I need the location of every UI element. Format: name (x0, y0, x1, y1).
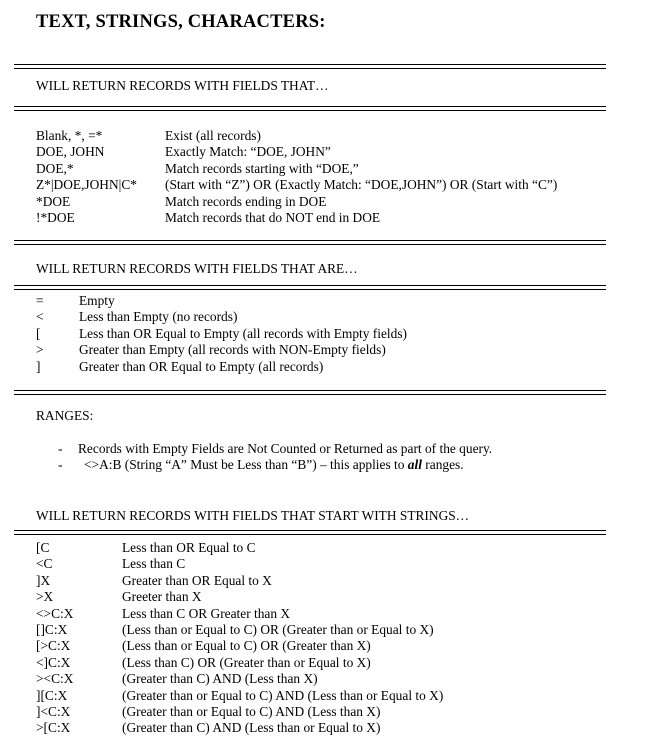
query-description: Match records ending in DOE (165, 193, 327, 209)
query-syntax: >[C:X (36, 720, 71, 736)
query-description: Match records starting with “DOE,” (165, 160, 359, 176)
query-description: (Greater than or Equal to C) AND (Less than X) (122, 704, 381, 719)
query-syntax: DOE,* (36, 160, 74, 176)
query-syntax: !*DOE (36, 210, 75, 225)
query-syntax: <]C:X (36, 654, 71, 670)
emphasis: all (407, 457, 422, 472)
query-syntax: [ (36, 325, 41, 341)
query-description: (Start with “Z”) OR (Exactly Match: “DOE,JOHN”) OR (Start with “C”) (165, 177, 558, 193)
query-description: Greater than OR Equal to X (122, 572, 272, 588)
query-description: Less than Empty (no records) (79, 309, 238, 325)
query-syntax: [>C:X (36, 638, 71, 654)
query-description: Greater than Empty (all records with NON-Empty fields) (79, 342, 386, 358)
query-description: Less than OR Equal to C (122, 540, 256, 555)
bullet-text: Records with Empty Fields are Not Counted or Returned as part of the query. (78, 441, 493, 456)
query-syntax: []C:X (36, 622, 68, 637)
bullet-text: <>A:B (String “A” Must be Less than “B”) – this applies to all ranges. (84, 457, 464, 472)
section-header: RANGES: (36, 408, 94, 423)
query-description: Empty (79, 293, 115, 308)
query-syntax: <>C:X (36, 605, 74, 621)
query-description: Greeter than X (122, 589, 202, 605)
query-syntax: <C (36, 556, 53, 572)
query-syntax: [C (36, 540, 50, 555)
query-description: (Greater than or Equal to C) AND (Less than or Equal to X) (122, 687, 444, 703)
query-syntax: Blank, *, =* (36, 128, 103, 143)
query-syntax: < (36, 309, 44, 325)
bullet-dash: - (58, 441, 63, 456)
bullet-dash: - (58, 457, 63, 472)
section-header: WILL RETURN RECORDS WITH FIELDS THAT ARE… (36, 261, 358, 276)
section-divider (14, 240, 606, 245)
query-description: (Less than C) OR (Greater than or Equal to X) (122, 654, 371, 670)
query-syntax: = (36, 293, 44, 308)
query-description: Exactly Match: “DOE, JOHN” (165, 144, 331, 160)
query-description: (Less than or Equal to C) OR (Greater than or Equal to X) (122, 622, 434, 637)
query-syntax: ><C:X (36, 671, 74, 687)
section-divider (14, 390, 606, 395)
section-divider (14, 64, 606, 69)
query-syntax: ]X (36, 572, 51, 588)
section-divider (14, 106, 606, 111)
page-title: TEXT, STRINGS, CHARACTERS: (36, 12, 326, 32)
query-description: Exist (all records) (165, 128, 261, 143)
section-divider (14, 285, 606, 290)
query-description: Less than C OR Greater than X (122, 605, 291, 621)
query-syntax: *DOE (36, 193, 71, 209)
section-header: WILL RETURN RECORDS WITH FIELDS THAT START WITH STRINGS… (36, 508, 470, 523)
query-description: Match records that do NOT end in DOE (165, 210, 381, 225)
query-syntax: Z*|DOE,JOHN|C* (36, 177, 137, 193)
query-description: Less than C (122, 556, 186, 572)
query-description: (Less than or Equal to C) OR (Greater than X) (122, 638, 371, 654)
query-syntax: >X (36, 589, 54, 605)
section-header: WILL RETURN RECORDS WITH FIELDS THAT… (36, 78, 329, 93)
query-syntax: ][C:X (36, 687, 68, 703)
query-syntax: > (36, 342, 44, 358)
query-description: (Greater than C) AND (Less than or Equal to X) (122, 720, 381, 736)
query-syntax: DOE, JOHN (36, 144, 105, 160)
query-description: (Greater than C) AND (Less than X) (122, 671, 318, 687)
section-divider (14, 530, 606, 535)
query-syntax: ] (36, 358, 41, 374)
query-syntax: ]<C:X (36, 704, 71, 719)
query-description: Greater than OR Equal to Empty (all records) (79, 358, 324, 374)
query-description: Less than OR Equal to Empty (all records with Empty fields) (79, 325, 408, 341)
